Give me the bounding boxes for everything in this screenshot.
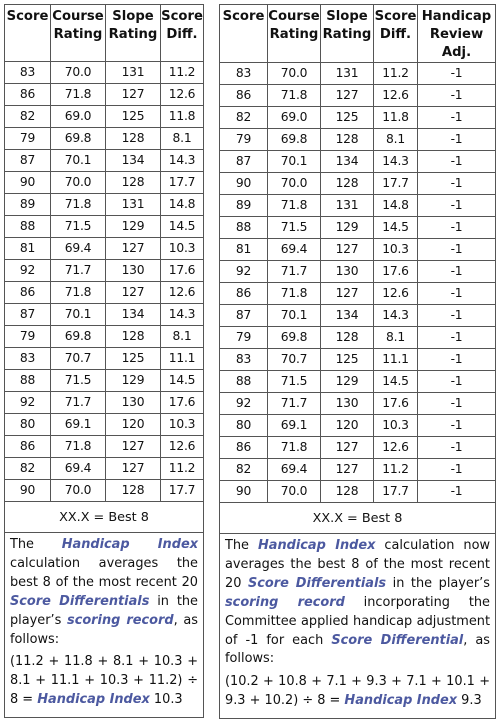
course-rating-cell: 69.0	[51, 106, 106, 128]
score-cell: 80	[220, 415, 268, 437]
table-row	[5, 84, 204, 106]
table-row	[5, 436, 204, 458]
course-rating-cell: 71.5	[51, 370, 106, 392]
slope-rating-cell: 130	[321, 393, 374, 415]
score-cell: 92	[5, 260, 51, 282]
course-rating-cell: 71.7	[51, 392, 106, 414]
score-cell: 83	[5, 348, 51, 370]
course-rating-cell: 69.1	[268, 415, 321, 437]
table-row	[220, 239, 496, 261]
table-row	[220, 283, 496, 305]
handicap-adj-cell: -1	[418, 107, 496, 129]
course-rating-cell: 71.8	[268, 85, 321, 107]
slope-rating-cell: 128	[321, 173, 374, 195]
score-diff-cell: 14.3	[374, 151, 418, 173]
table-row	[5, 238, 204, 260]
score-diff-cell: 12.6	[161, 436, 204, 458]
table-row	[5, 260, 204, 282]
score-diff-cell: 8.1	[374, 327, 418, 349]
score-diff-cell: 17.6	[161, 260, 204, 282]
table-row	[5, 392, 204, 414]
score-cell: 79	[5, 128, 51, 150]
slope-rating-cell: 128	[106, 326, 161, 348]
table-row	[220, 195, 496, 217]
score-cell: 82	[220, 107, 268, 129]
slope-rating-cell: 125	[106, 106, 161, 128]
slope-rating-cell: 128	[321, 481, 374, 503]
table-row	[5, 304, 204, 326]
slope-rating-cell: 131	[321, 63, 374, 85]
score-cell: 88	[5, 370, 51, 392]
header-row	[5, 5, 204, 62]
slope-rating-cell: 130	[106, 260, 161, 282]
course-rating-cell: 71.7	[268, 261, 321, 283]
course-rating-cell: 69.8	[268, 327, 321, 349]
handicap-adj-cell: -1	[418, 151, 496, 173]
course-rating-cell: 71.8	[51, 194, 106, 216]
score-diff-cell: 11.2	[374, 459, 418, 481]
score-cell: 79	[220, 129, 268, 151]
score-cell: 79	[5, 326, 51, 348]
header-slope-rating: Slope Rating	[106, 5, 161, 62]
slope-rating-cell: 125	[106, 348, 161, 370]
table-row	[5, 458, 204, 480]
header-course-rating: Course Rating	[51, 5, 106, 62]
slope-rating-cell: 120	[106, 414, 161, 436]
score-rows	[220, 63, 496, 503]
score-cell: 87	[5, 304, 51, 326]
score-diff-cell: 17.7	[161, 480, 204, 502]
slope-rating-cell: 125	[321, 349, 374, 371]
score-cell: 86	[220, 437, 268, 459]
handicap-adj-cell: -1	[418, 371, 496, 393]
score-diff-cell: 11.8	[161, 106, 204, 128]
explanation-row	[220, 534, 496, 719]
table-row	[220, 481, 496, 503]
score-diff-cell: 14.8	[161, 194, 204, 216]
slope-rating-cell: 131	[321, 195, 374, 217]
course-rating-cell: 71.8	[51, 436, 106, 458]
slope-rating-cell: 131	[106, 62, 161, 84]
course-rating-cell: 71.5	[268, 371, 321, 393]
score-diff-cell: 12.6	[161, 282, 204, 304]
course-rating-cell: 71.7	[51, 260, 106, 282]
table-row	[5, 172, 204, 194]
table-row	[220, 151, 496, 173]
table-row	[220, 107, 496, 129]
handicap-adj-cell: -1	[418, 437, 496, 459]
score-cell: 89	[220, 195, 268, 217]
score-cell: 92	[5, 392, 51, 414]
slope-rating-cell: 134	[321, 305, 374, 327]
score-cell: 90	[5, 480, 51, 502]
score-cell: 92	[220, 393, 268, 415]
course-rating-cell: 70.0	[268, 481, 321, 503]
score-cell: 86	[5, 436, 51, 458]
slope-rating-cell: 128	[321, 129, 374, 151]
slope-rating-cell: 127	[321, 85, 374, 107]
handicap-adj-cell: -1	[418, 195, 496, 217]
course-rating-cell: 70.7	[51, 348, 106, 370]
course-rating-cell: 70.7	[268, 349, 321, 371]
course-rating-cell: 70.0	[268, 173, 321, 195]
score-cell: 82	[220, 459, 268, 481]
handicap-adj-cell: -1	[418, 63, 496, 85]
slope-rating-cell: 129	[321, 217, 374, 239]
score-diff-cell: 17.6	[374, 393, 418, 415]
score-diff-cell: 10.3	[161, 414, 204, 436]
table-row	[5, 150, 204, 172]
score-cell: 88	[220, 371, 268, 393]
course-rating-cell: 69.4	[268, 239, 321, 261]
header-handicap-review-adj: Handicap Review Adj.	[418, 5, 496, 63]
table-row	[5, 282, 204, 304]
best-8-label: XX.X = Best 8	[220, 503, 496, 534]
score-diff-cell: 10.3	[374, 415, 418, 437]
score-diff-cell: 17.7	[161, 172, 204, 194]
score-diff-cell: 12.6	[374, 85, 418, 107]
table-row	[220, 85, 496, 107]
course-rating-cell: 69.8	[268, 129, 321, 151]
slope-rating-cell: 128	[106, 172, 161, 194]
score-diff-cell: 10.3	[374, 239, 418, 261]
handicap-adj-cell: -1	[418, 283, 496, 305]
adjusted-scoring-record-table	[219, 4, 496, 719]
score-diff-cell: 11.2	[161, 458, 204, 480]
explanation-text: The Handicap Index calculation averages the best 8 of the most recent 20 Score Differentials in the player’s scoring record, as follows:	[10, 537, 199, 647]
slope-rating-cell: 127	[106, 84, 161, 106]
course-rating-cell: 69.0	[268, 107, 321, 129]
slope-rating-cell: 131	[106, 194, 161, 216]
score-cell: 86	[5, 84, 51, 106]
score-diff-cell: 12.6	[374, 437, 418, 459]
handicap-adj-cell: -1	[418, 349, 496, 371]
course-rating-cell: 69.8	[51, 326, 106, 348]
table-row	[220, 371, 496, 393]
slope-rating-cell: 128	[321, 327, 374, 349]
score-diff-cell: 11.2	[374, 63, 418, 85]
handicap-adj-cell: -1	[418, 393, 496, 415]
course-rating-cell: 71.7	[268, 393, 321, 415]
table-row	[220, 261, 496, 283]
course-rating-cell: 70.1	[268, 305, 321, 327]
table-row	[220, 327, 496, 349]
score-cell: 87	[5, 150, 51, 172]
header-row	[220, 5, 496, 63]
slope-rating-cell: 129	[106, 216, 161, 238]
score-cell: 81	[220, 239, 268, 261]
score-diff-cell: 14.3	[374, 305, 418, 327]
score-cell: 80	[5, 414, 51, 436]
score-cell: 90	[220, 173, 268, 195]
score-diff-cell: 11.2	[161, 62, 204, 84]
table-row	[220, 173, 496, 195]
table-row	[5, 348, 204, 370]
handicap-adj-cell: -1	[418, 239, 496, 261]
course-rating-cell: 69.8	[51, 128, 106, 150]
score-diff-cell: 12.6	[374, 283, 418, 305]
course-rating-cell: 69.4	[268, 459, 321, 481]
score-diff-cell: 10.3	[161, 238, 204, 260]
score-diff-cell: 14.5	[161, 370, 204, 392]
slope-rating-cell: 130	[321, 261, 374, 283]
score-diff-cell: 17.7	[374, 481, 418, 503]
table-row	[5, 480, 204, 502]
slope-rating-cell: 134	[106, 150, 161, 172]
table-row	[5, 62, 204, 84]
table-row	[5, 128, 204, 150]
score-cell: 82	[5, 458, 51, 480]
slope-rating-cell: 127	[106, 238, 161, 260]
handicap-adj-cell: -1	[418, 415, 496, 437]
slope-rating-cell: 128	[106, 480, 161, 502]
score-cell: 90	[5, 172, 51, 194]
table-row	[220, 63, 496, 85]
score-diff-cell: 14.3	[161, 304, 204, 326]
table-row	[220, 349, 496, 371]
score-cell: 87	[220, 305, 268, 327]
score-diff-cell: 8.1	[161, 128, 204, 150]
handicap-adj-cell: -1	[418, 129, 496, 151]
handicap-adj-cell: -1	[418, 173, 496, 195]
best-8-row	[220, 503, 496, 534]
score-diff-cell: 14.8	[374, 195, 418, 217]
calculation-formula: (10.2 + 10.8 + 7.1 + 9.3 + 7.1 + 10.1 + 9.3 + 10.2) ÷ 8 = Handicap Index 9.3	[225, 674, 490, 709]
table-row	[5, 194, 204, 216]
table-row	[220, 437, 496, 459]
course-rating-cell: 70.1	[268, 151, 321, 173]
course-rating-cell: 71.8	[51, 84, 106, 106]
table-row	[5, 414, 204, 436]
explanation-row	[5, 533, 204, 718]
score-diff-cell: 14.5	[161, 216, 204, 238]
score-cell: 86	[220, 85, 268, 107]
course-rating-cell: 71.8	[268, 283, 321, 305]
header-score: Score	[5, 5, 51, 62]
original-scoring-record-table	[4, 4, 204, 718]
score-cell: 86	[220, 283, 268, 305]
slope-rating-cell: 125	[321, 107, 374, 129]
score-diff-cell: 8.1	[161, 326, 204, 348]
slope-rating-cell: 127	[321, 437, 374, 459]
slope-rating-cell: 127	[106, 282, 161, 304]
score-diff-cell: 11.1	[374, 349, 418, 371]
table-row	[220, 459, 496, 481]
score-cell: 83	[220, 63, 268, 85]
score-cell: 88	[220, 217, 268, 239]
table-row	[220, 393, 496, 415]
table-row	[5, 326, 204, 348]
score-diff-cell: 14.5	[374, 217, 418, 239]
score-cell: 89	[5, 194, 51, 216]
course-rating-cell: 70.0	[268, 63, 321, 85]
slope-rating-cell: 120	[321, 415, 374, 437]
score-cell: 81	[5, 238, 51, 260]
course-rating-cell: 70.0	[51, 62, 106, 84]
score-diff-cell: 11.8	[374, 107, 418, 129]
score-cell: 82	[5, 106, 51, 128]
score-cell: 86	[5, 282, 51, 304]
score-diff-cell: 11.1	[161, 348, 204, 370]
course-rating-cell: 71.8	[51, 282, 106, 304]
calculation-formula: (11.2 + 11.8 + 8.1 + 10.3 + 8.1 + 11.1 + 10.3 + 11.2) ÷ 8 = Handicap Index 10.3	[10, 654, 198, 708]
table-row	[5, 370, 204, 392]
course-rating-cell: 70.0	[51, 480, 106, 502]
slope-rating-cell: 134	[106, 304, 161, 326]
course-rating-cell: 71.5	[268, 217, 321, 239]
header-score-diff: Score Diff.	[161, 5, 204, 62]
course-rating-cell: 69.1	[51, 414, 106, 436]
calculation-explanation	[5, 533, 204, 718]
best-8-label: XX.X = Best 8	[5, 502, 204, 533]
score-diff-cell: 14.3	[161, 150, 204, 172]
course-rating-cell: 70.1	[51, 304, 106, 326]
handicap-adj-cell: -1	[418, 305, 496, 327]
slope-rating-cell: 129	[321, 371, 374, 393]
score-diff-cell: 12.6	[161, 84, 204, 106]
slope-rating-cell: 127	[321, 283, 374, 305]
score-diff-cell: 17.6	[161, 392, 204, 414]
table-row	[220, 217, 496, 239]
table-row	[5, 216, 204, 238]
course-rating-cell: 71.5	[51, 216, 106, 238]
header-course-rating: Course Rating	[268, 5, 321, 63]
score-rows	[5, 62, 204, 502]
table-row	[220, 305, 496, 327]
handicap-adj-cell: -1	[418, 217, 496, 239]
handicap-adj-cell: -1	[418, 261, 496, 283]
score-cell: 87	[220, 151, 268, 173]
slope-rating-cell: 127	[106, 436, 161, 458]
score-cell: 88	[5, 216, 51, 238]
course-rating-cell: 70.1	[51, 150, 106, 172]
best-8-row	[5, 502, 204, 533]
calculation-explanation	[220, 534, 496, 719]
score-diff-cell: 8.1	[374, 129, 418, 151]
score-diff-cell: 17.7	[374, 173, 418, 195]
slope-rating-cell: 127	[106, 458, 161, 480]
slope-rating-cell: 130	[106, 392, 161, 414]
table-row	[5, 106, 204, 128]
score-cell: 83	[220, 349, 268, 371]
score-diff-cell: 14.5	[374, 371, 418, 393]
handicap-adj-cell: -1	[418, 459, 496, 481]
slope-rating-cell: 127	[321, 239, 374, 261]
explanation-text: The Handicap Index calculation now averages the best 8 of the most recent 20 Score Differentials in the player’s scoring record incorporating the Committee applied handicap adjustment of -1 for each Score Differential, as follows:	[225, 538, 491, 667]
slope-rating-cell: 128	[106, 128, 161, 150]
score-cell: 90	[220, 481, 268, 503]
course-rating-cell: 69.4	[51, 458, 106, 480]
course-rating-cell: 70.0	[51, 172, 106, 194]
slope-rating-cell: 134	[321, 151, 374, 173]
course-rating-cell: 71.8	[268, 195, 321, 217]
header-score: Score	[220, 5, 268, 63]
table-row	[220, 129, 496, 151]
handicap-adj-cell: -1	[418, 327, 496, 349]
slope-rating-cell: 127	[321, 459, 374, 481]
score-diff-cell: 17.6	[374, 261, 418, 283]
course-rating-cell: 69.4	[51, 238, 106, 260]
slope-rating-cell: 129	[106, 370, 161, 392]
table-row	[220, 415, 496, 437]
handicap-adj-cell: -1	[418, 85, 496, 107]
header-score-diff: Score Diff.	[374, 5, 418, 63]
score-cell: 92	[220, 261, 268, 283]
score-cell: 83	[5, 62, 51, 84]
course-rating-cell: 71.8	[268, 437, 321, 459]
score-cell: 79	[220, 327, 268, 349]
handicap-adj-cell: -1	[418, 481, 496, 503]
header-slope-rating: Slope Rating	[321, 5, 374, 63]
